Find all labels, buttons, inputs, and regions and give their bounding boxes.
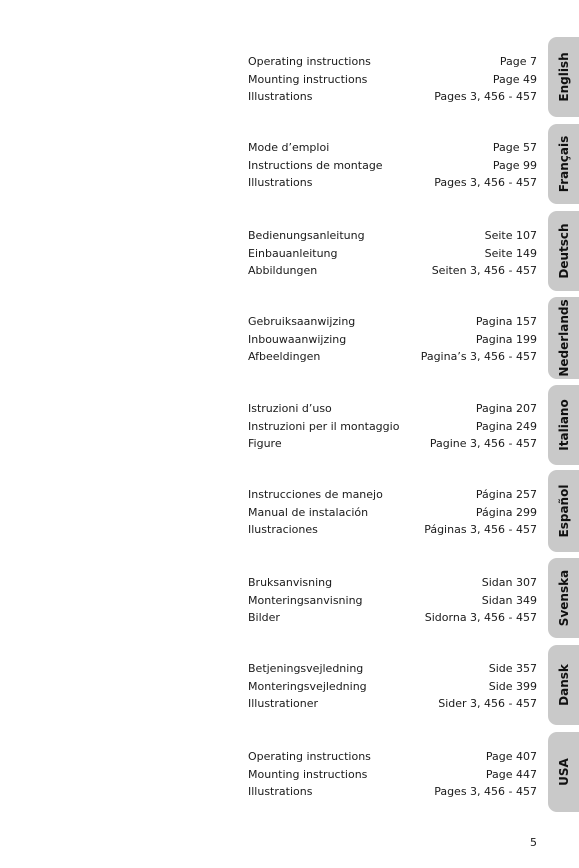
index-entry xyxy=(248,766,537,784)
language-tab-label: Nederlands xyxy=(556,299,571,377)
language-section xyxy=(248,748,537,801)
language-tab[interactable] xyxy=(548,297,579,379)
language-tab[interactable] xyxy=(548,124,579,204)
entry-page-reference: Page 407 xyxy=(485,750,537,763)
entry-page-reference: Pagina’s 3, 456 - 457 xyxy=(420,350,537,364)
entry-page-reference: Sider 3, 456 - 457 xyxy=(438,697,537,711)
index-entry xyxy=(248,331,537,349)
index-entry xyxy=(248,262,537,280)
entry-page-reference: Side 357 xyxy=(488,662,537,675)
language-section xyxy=(248,400,537,453)
entry-label: Bilder xyxy=(248,611,280,625)
index-entry xyxy=(248,157,537,175)
language-tab-label: Italiano xyxy=(556,399,571,451)
entry-page-reference: Sidan 307 xyxy=(481,576,537,589)
entry-label: Betjeningsvejledning xyxy=(248,662,364,675)
index-entry xyxy=(248,400,537,418)
entry-label: Manual de instalación xyxy=(248,505,369,519)
language-tab[interactable] xyxy=(548,211,579,291)
entry-page-reference: Page 49 xyxy=(492,72,537,86)
index-entry xyxy=(248,71,537,89)
index-entry xyxy=(248,486,537,504)
index-entry xyxy=(248,504,537,522)
index-entry xyxy=(248,139,537,157)
entry-label: Einbauanleitung xyxy=(248,246,338,260)
entry-page-reference: Página 299 xyxy=(475,505,537,519)
language-tab-label: Deutsch xyxy=(556,223,571,279)
entry-page-reference: Side 399 xyxy=(488,679,537,693)
entry-label: Illustrations xyxy=(248,90,313,104)
language-tab[interactable] xyxy=(548,37,579,117)
entry-label: Monteringsanvisning xyxy=(248,593,363,607)
entry-page-reference: Sidan 349 xyxy=(481,593,537,607)
index-entry xyxy=(248,695,537,713)
index-entry xyxy=(248,592,537,610)
index-entry xyxy=(248,660,537,678)
entry-label: Bruksanvisning xyxy=(248,576,333,589)
entry-label: Afbeeldingen xyxy=(248,350,321,364)
entry-label: Istruzioni d’uso xyxy=(248,402,332,415)
entry-page-reference: Pagina 157 xyxy=(475,315,537,328)
entry-page-reference: Pagina 199 xyxy=(475,332,537,346)
language-tab[interactable] xyxy=(548,645,579,725)
entry-page-reference: Page 7 xyxy=(499,55,537,68)
entry-page-reference: Página 257 xyxy=(475,488,537,501)
entry-page-reference: Páginas 3, 456 - 457 xyxy=(424,523,537,537)
index-entry xyxy=(248,245,537,263)
language-tab[interactable] xyxy=(548,558,579,638)
entry-label: Illustrationer xyxy=(248,697,318,711)
language-tab-label: Español xyxy=(556,484,571,538)
entry-label: Mounting instructions xyxy=(248,767,368,781)
index-entry xyxy=(248,521,537,539)
entry-label: Illustrations xyxy=(248,176,313,190)
entry-page-reference: Pages 3, 456 - 457 xyxy=(434,90,537,104)
language-section xyxy=(248,139,537,192)
language-section xyxy=(248,53,537,106)
language-section xyxy=(248,227,537,280)
index-entry xyxy=(248,748,537,766)
entry-label: Figure xyxy=(248,437,282,451)
entry-page-reference: Page 447 xyxy=(485,767,537,781)
language-section xyxy=(248,486,537,539)
entry-page-reference: Pages 3, 456 - 457 xyxy=(434,785,537,799)
index-entry xyxy=(248,348,537,366)
entry-label: Instruzioni per il montaggio xyxy=(248,419,400,433)
page-number: 5 xyxy=(530,836,537,849)
index-entry xyxy=(248,783,537,801)
entry-page-reference: Page 99 xyxy=(492,158,537,172)
language-section xyxy=(248,574,537,627)
index-entry xyxy=(248,418,537,436)
entry-label: Inbouwaanwijzing xyxy=(248,332,347,346)
entry-label: Bedienungsanleitung xyxy=(248,229,365,242)
entry-page-reference: Pagine 3, 456 - 457 xyxy=(429,437,537,451)
entry-page-reference: Seite 149 xyxy=(484,246,537,260)
entry-label: Gebruiksaanwijzing xyxy=(248,315,356,328)
index-entry xyxy=(248,574,537,592)
entry-label: Instrucciones de manejo xyxy=(248,488,383,501)
index-entry xyxy=(248,53,537,71)
entry-page-reference: Sidorna 3, 456 - 457 xyxy=(424,611,537,625)
entry-label: Ilustraciones xyxy=(248,523,318,537)
language-tab-label: Français xyxy=(556,135,571,193)
entry-label: Illustrations xyxy=(248,785,313,799)
language-tab[interactable] xyxy=(548,385,579,465)
language-section xyxy=(248,313,537,366)
entry-page-reference: Pages 3, 456 - 457 xyxy=(434,176,537,190)
entry-label: Operating instructions xyxy=(248,750,371,763)
language-tab-label: English xyxy=(556,52,571,102)
language-tab-label: USA xyxy=(556,758,571,786)
entry-page-reference: Pagina 207 xyxy=(475,402,537,415)
language-tab-label: Dansk xyxy=(556,664,571,706)
language-tab[interactable] xyxy=(548,732,579,812)
entry-label: Operating instructions xyxy=(248,55,371,68)
entry-label: Instructions de montage xyxy=(248,158,383,172)
entry-page-reference: Seiten 3, 456 - 457 xyxy=(431,264,537,278)
language-tab-label: Svenska xyxy=(556,569,571,627)
entry-label: Mounting instructions xyxy=(248,72,368,86)
language-section xyxy=(248,660,537,713)
entry-label: Abbildungen xyxy=(248,264,318,278)
index-entry xyxy=(248,313,537,331)
language-tab[interactable] xyxy=(548,470,579,552)
entry-label: Monteringsvejledning xyxy=(248,679,367,693)
index-entry xyxy=(248,435,537,453)
entry-page-reference: Page 57 xyxy=(492,141,537,154)
entry-page-reference: Pagina 249 xyxy=(475,419,537,433)
entry-page-reference: Seite 107 xyxy=(484,229,537,242)
entry-label: Mode d’emploi xyxy=(248,141,330,154)
index-entry xyxy=(248,227,537,245)
index-entry xyxy=(248,88,537,106)
index-entry xyxy=(248,174,537,192)
index-entry xyxy=(248,678,537,696)
index-entry xyxy=(248,609,537,627)
